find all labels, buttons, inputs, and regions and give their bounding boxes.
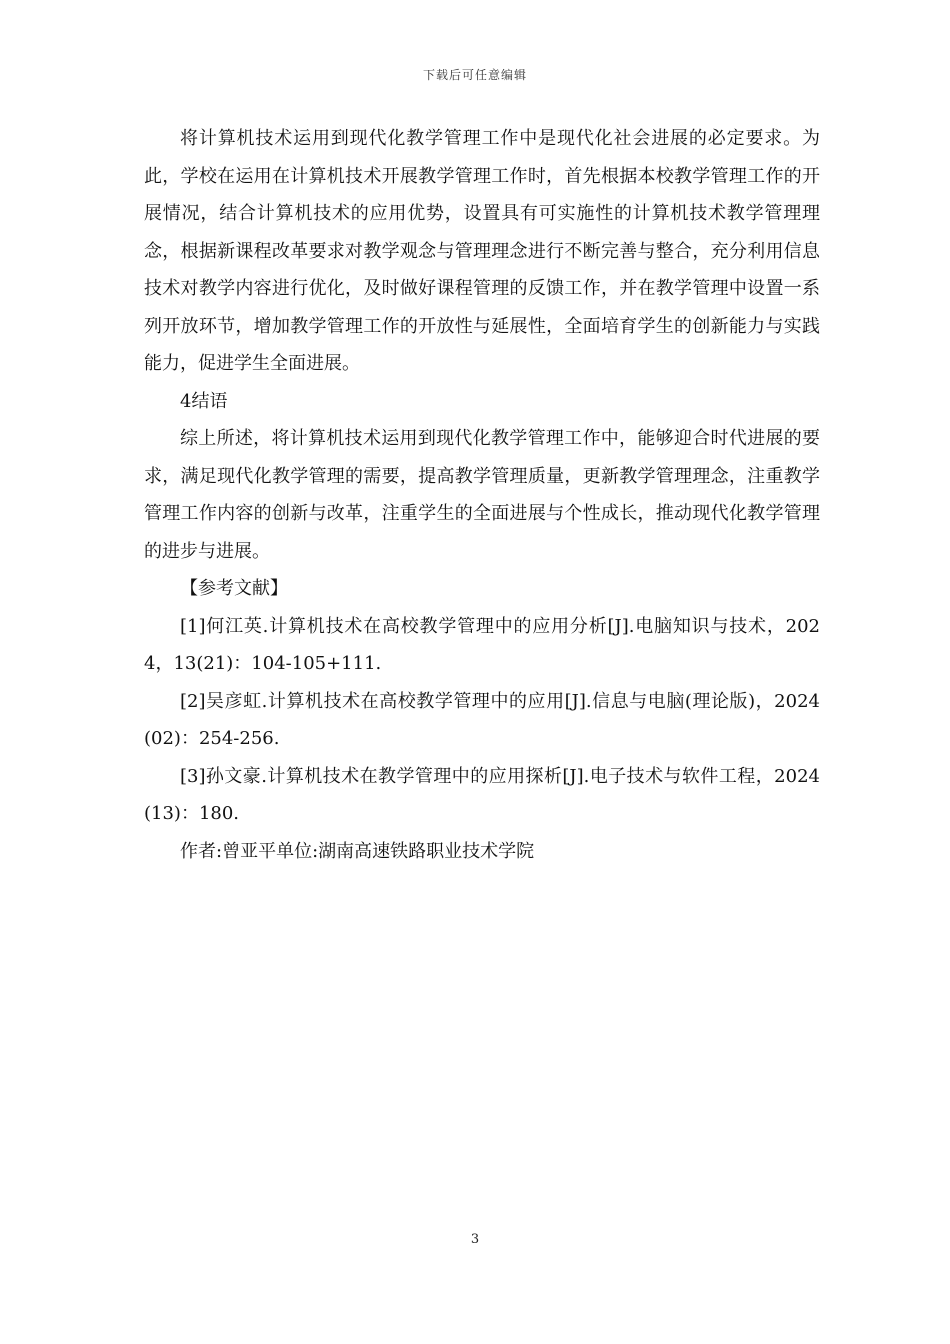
body-paragraph: 综上所述，将计算机技术运用到现代化教学管理工作中，能够迎合时代进展的要求，满足现代化教学管理的需要，提高教学管理质量，更新教学管理理念，注重教学管理工作内容的创新与改革，注重学生的全面进展与个性成长，推动现代化教学管理的进步与进展。 [144, 428, 820, 562]
author-line: 作者:曾亚平单位:湖南高速铁路职业技术学院 [180, 840, 535, 862]
references-heading: 【参考文献】 [180, 578, 288, 599]
reference-item: [3]孙文豪.计算机技术在教学管理中的应用探析[J].电子技术与软件工程，2024(13)：180. [144, 765, 820, 824]
page-number: 3 [470, 1232, 480, 1247]
reference-item: [2]吴彦虹.计算机技术在高校教学管理中的应用[J].信息与电脑(理论版)，2024(02)：254-256. [144, 690, 820, 749]
section-heading: 4结语 [180, 390, 228, 412]
page-header-note: 下载后可任意编辑 [422, 68, 527, 82]
reference-item: [1]何江英.计算机技术在高校教学管理中的应用分析[J].电脑知识与技术，2024，13(21)：104-105+111. [144, 615, 820, 674]
body-paragraph: 将计算机技术运用到现代化教学管理工作中是现代化社会进展的必定要求。为此，学校在运用在计算机技术开展教学管理工作时，首先根据本校教学管理工作的开展情况，结合计算机技术的应用优势，设置具有可实施性的计算机技术教学管理理念，根据新课程改革要求对教学观念与管理理念进行不断完善与整合，充分利用信息技术对教学内容进行优化，及时做好课程管理的反馈工作，并在教学管理中设置一系列开放环节，增加教学管理工作的开放性与延展性，全面培育学生的创新能力与实践能力，促进学生全面进展。 [144, 128, 820, 374]
document-body [144, 120, 820, 870]
